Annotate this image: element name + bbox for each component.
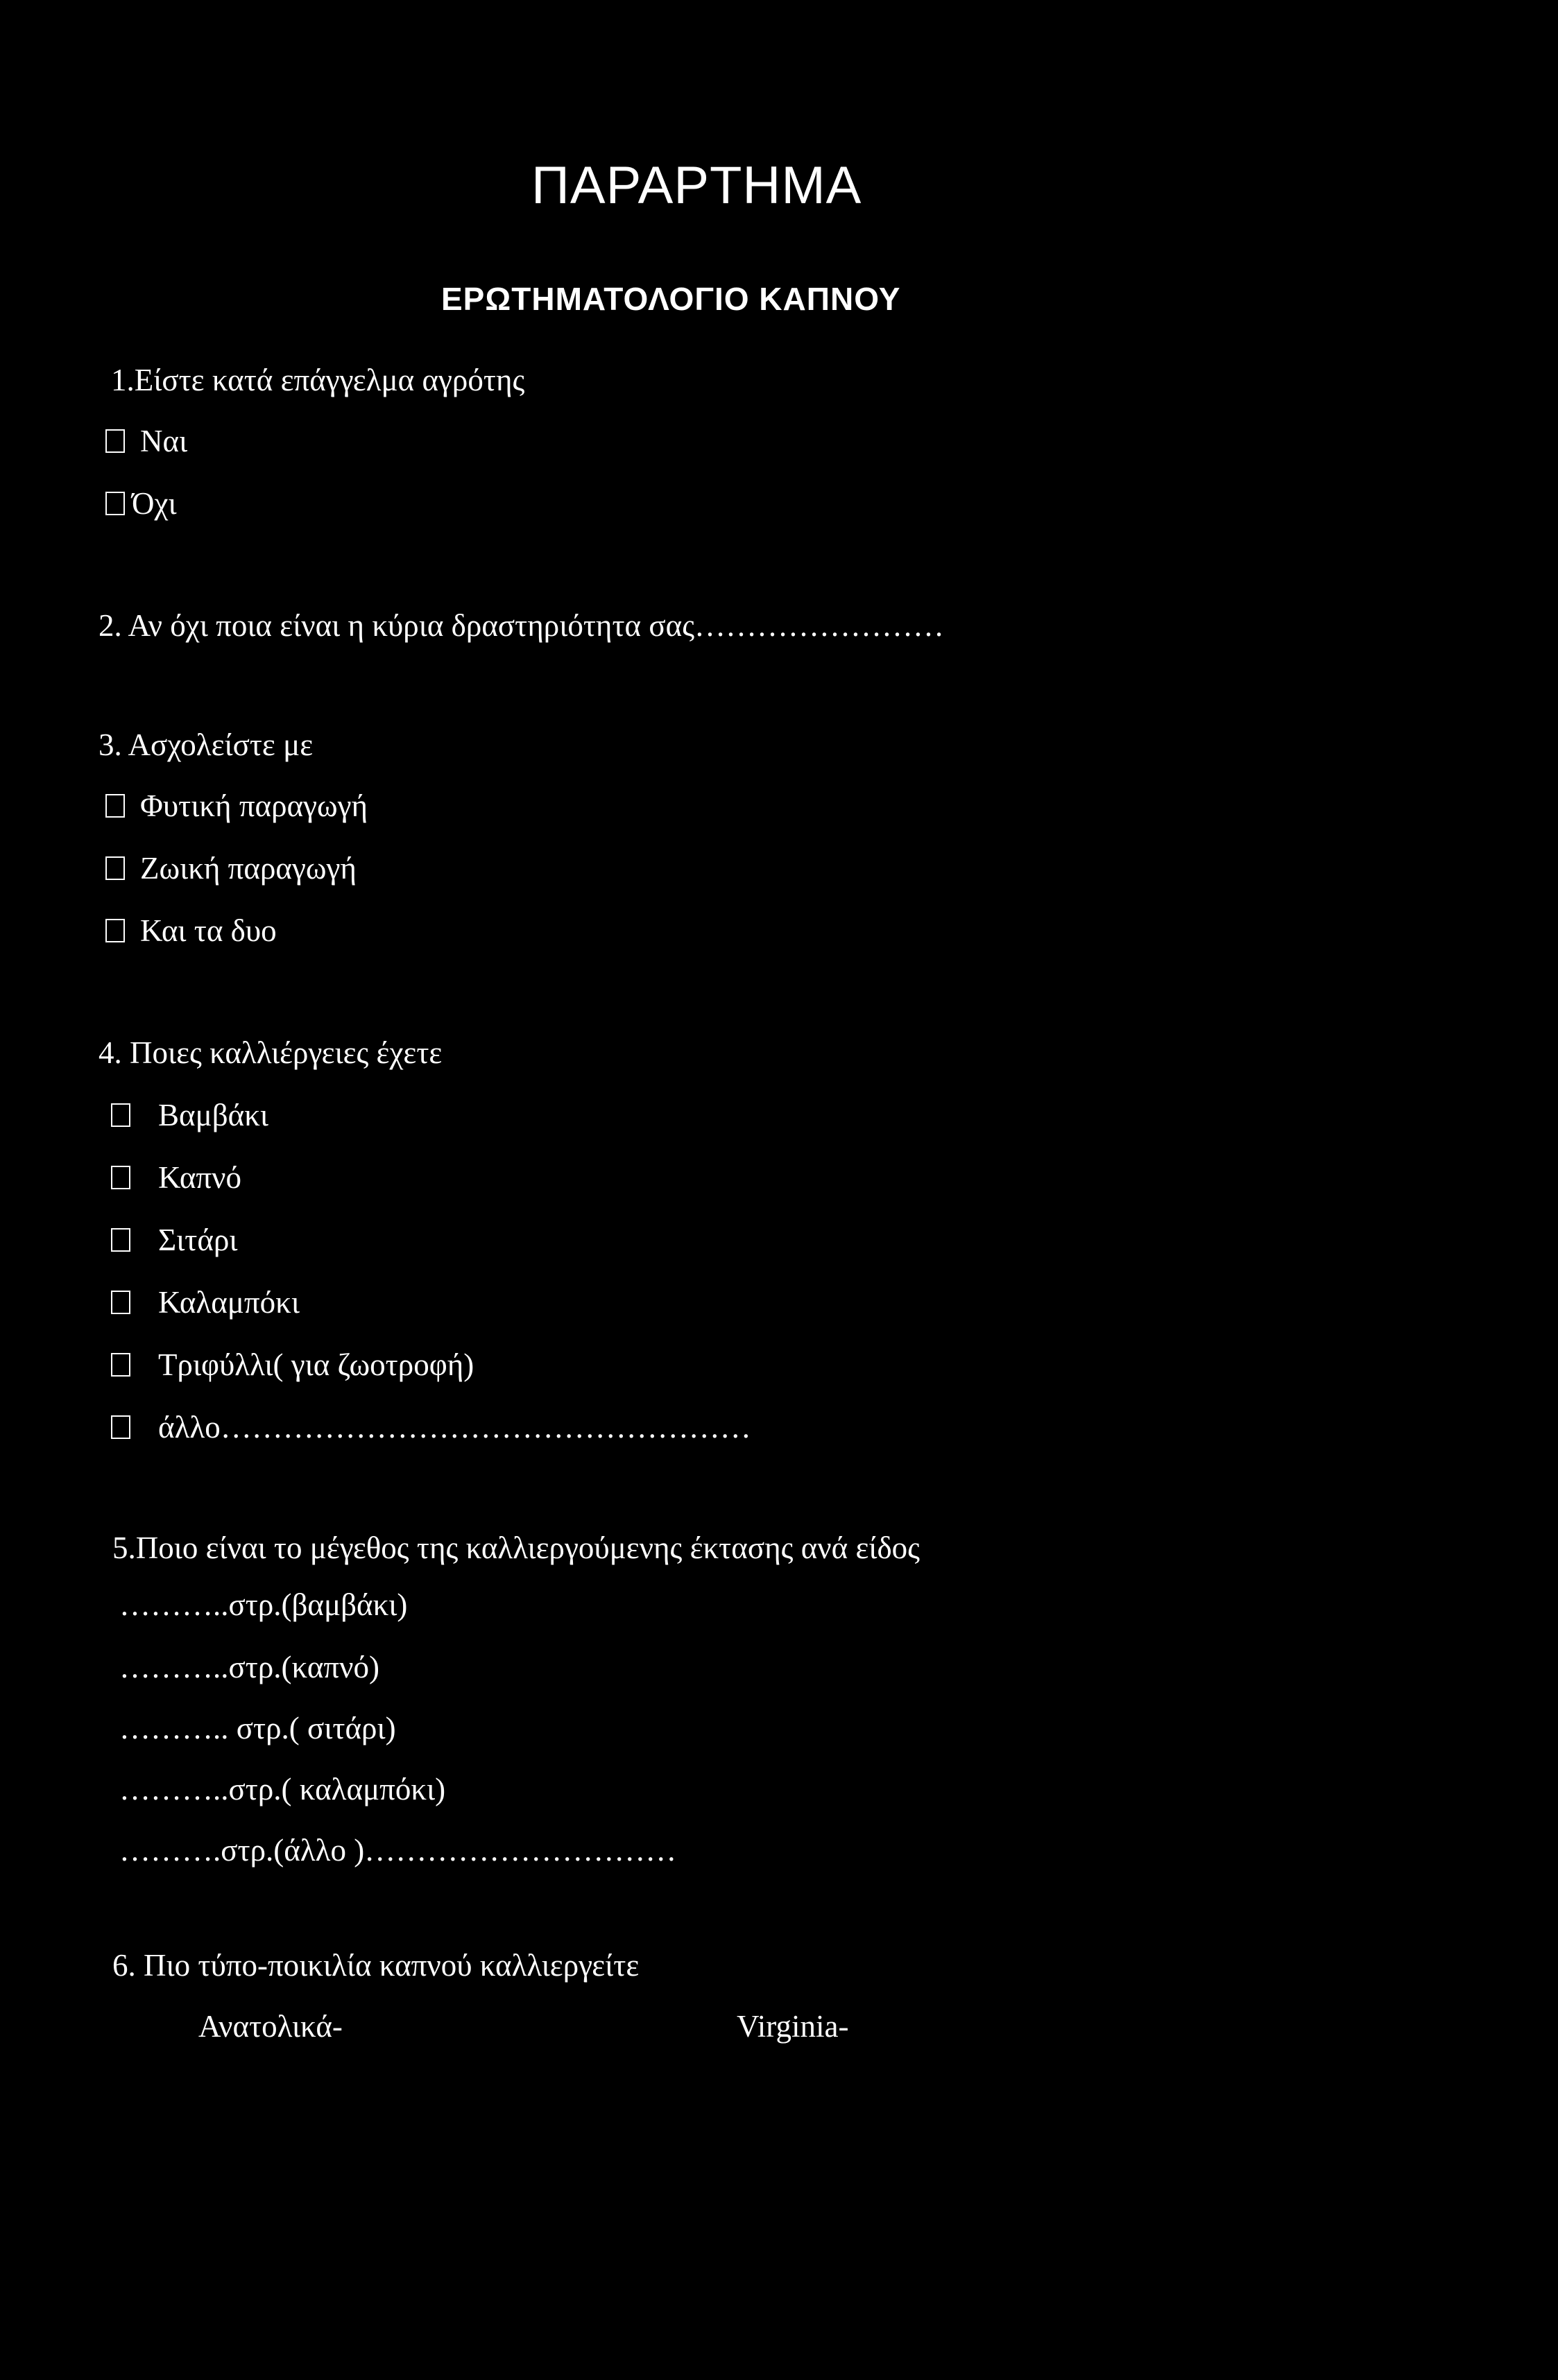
option-label: Τριφύλλι( για ζωοτροφή)	[158, 1347, 474, 1382]
option-label: Ζωική παραγωγή	[140, 851, 357, 886]
checkbox-icon[interactable]	[111, 1103, 130, 1127]
option-label: άλλο……………………………………………	[158, 1410, 751, 1445]
checkbox-icon[interactable]	[111, 1353, 130, 1377]
option-label: Καλαμπόκι	[158, 1285, 300, 1320]
q5-line-wheat[interactable]: ……….. στρ.( σιτάρι)	[119, 1711, 396, 1745]
q3-option-both[interactable]	[105, 913, 277, 949]
q5-line-cotton[interactable]: ………..στρ.(βαμβάκι)	[119, 1587, 408, 1622]
option-label: Βαμβάκι	[158, 1098, 268, 1132]
q6-choice-virginia[interactable]: Virginia-	[737, 2009, 849, 2044]
question-3: 3. Ασχολείστε με	[99, 727, 314, 762]
option-label: Καπνό	[158, 1160, 241, 1195]
q3-option-animal[interactable]	[105, 850, 357, 886]
q4-option-cotton[interactable]	[111, 1097, 268, 1133]
page-title: ΠΑΡΑΡΤΗΜΑ	[531, 156, 862, 215]
q4-option-other[interactable]	[111, 1409, 751, 1445]
q4-option-tobacco[interactable]	[111, 1159, 241, 1196]
page-subtitle: ΕΡΩΤΗΜΑΤΟΛΟΓΙΟ ΚΑΠΝΟΥ	[441, 281, 901, 317]
q3-option-plant[interactable]	[105, 788, 368, 824]
option-label: Όχι	[132, 486, 177, 521]
q1-option-no[interactable]	[105, 485, 177, 521]
q4-option-clover[interactable]	[111, 1347, 474, 1383]
checkbox-icon[interactable]	[105, 919, 125, 942]
option-label: Φυτική παραγωγή	[140, 788, 368, 823]
question-2: 2. Αν όχι ποια είναι η κύρια δραστηριότητα σας……………………	[99, 608, 945, 643]
option-label: Ναι	[140, 424, 188, 458]
question-1: 1.Είστε κατά επάγγελμα αγρότης	[111, 363, 525, 397]
q5-line-corn[interactable]: ………..στρ.( καλαμπόκι)	[119, 1772, 446, 1806]
checkbox-icon[interactable]	[105, 856, 125, 880]
q4-option-corn[interactable]	[111, 1284, 300, 1320]
q6-choice-oriental[interactable]: Ανατολικά-	[198, 2009, 343, 2044]
checkbox-icon[interactable]	[111, 1166, 130, 1189]
checkbox-icon[interactable]	[105, 492, 125, 515]
option-label: Και τα δυο	[140, 913, 277, 948]
question-4: 4. Ποιες καλλιέργειες έχετε	[99, 1035, 443, 1070]
q5-line-other[interactable]: ……….στρ.(άλλο )…………………………	[119, 1833, 677, 1868]
q5-line-tobacco[interactable]: ………..στρ.(καπνό)	[119, 1650, 379, 1684]
checkbox-icon[interactable]	[111, 1291, 130, 1314]
checkbox-icon[interactable]	[105, 794, 125, 818]
q4-option-wheat[interactable]	[111, 1222, 238, 1258]
question-6: 6. Πιο τύπο-ποικιλία καπνού καλλιεργείτε	[112, 1948, 640, 1983]
checkbox-icon[interactable]	[105, 429, 125, 453]
checkbox-icon[interactable]	[111, 1228, 130, 1252]
option-label: Σιτάρι	[158, 1223, 238, 1257]
question-5: 5.Ποιο είναι το μέγεθος της καλλιεργούμενης έκτασης ανά είδος	[112, 1530, 920, 1565]
checkbox-icon[interactable]	[111, 1415, 130, 1439]
q1-option-yes[interactable]	[105, 423, 187, 459]
